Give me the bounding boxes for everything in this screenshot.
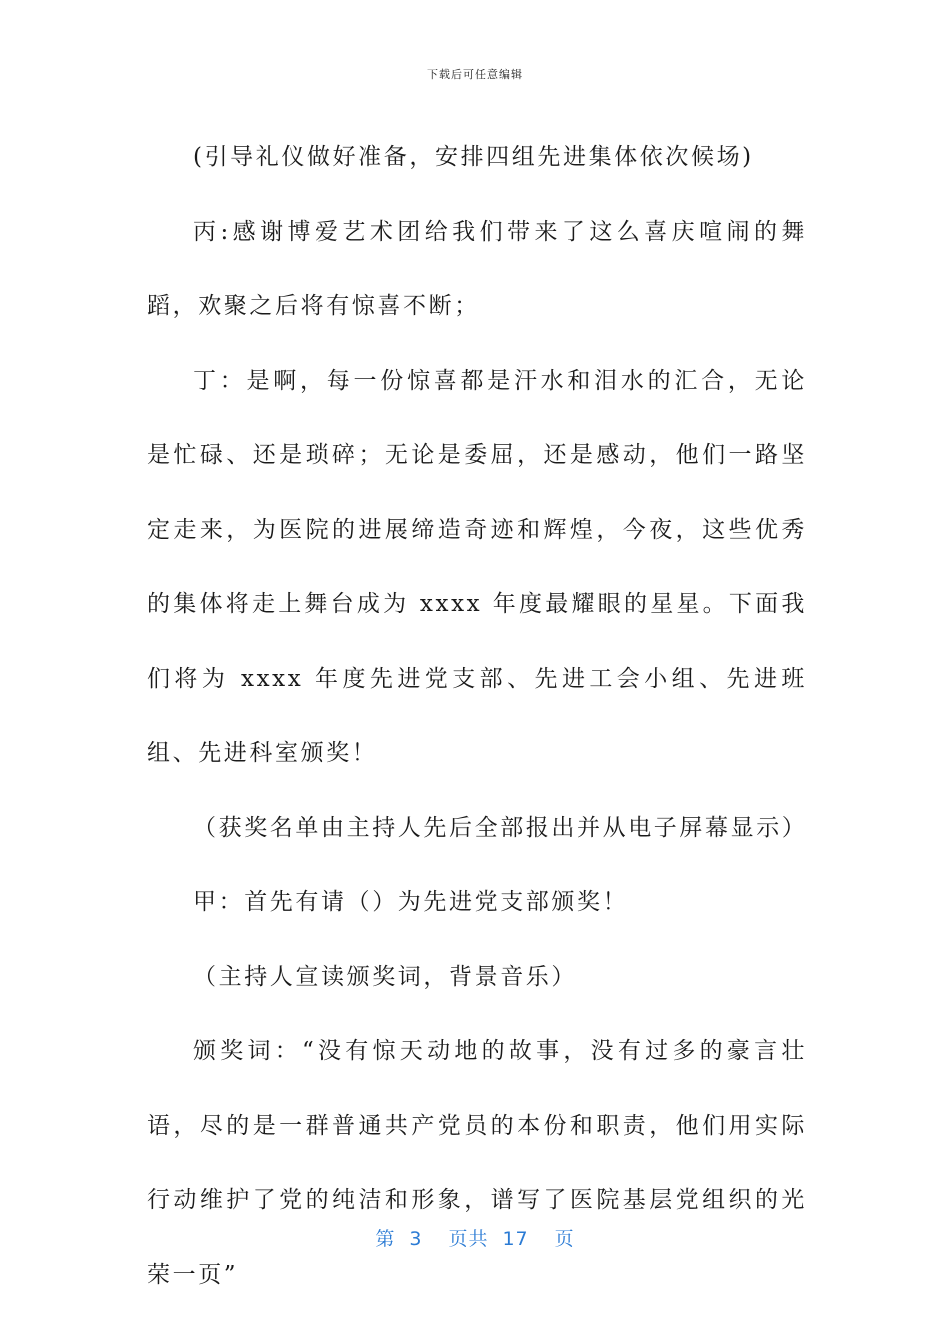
document-body [147, 120, 807, 1312]
page-current: 3 [409, 1228, 423, 1250]
page-mid: 页共 [448, 1228, 489, 1250]
paragraph-jia-line: 甲：首先有请（）为先进党支部颁奖！ [193, 889, 629, 915]
paragraph-bing-line: 丙:感谢博爱艺术团给我们带来了这么喜庆喧闹的舞蹈，欢聚之后将有惊喜不断； [147, 218, 807, 319]
page-prefix: 第 [375, 1228, 396, 1250]
page-total: 17 [502, 1228, 529, 1250]
paragraph-ding-line: 丁：是啊，每一份惊喜都是汗水和泪水的汇合，无论是忙碌、还是琐碎；无论是委屈，还是感动，他们一路坚定走来，为医院的进展缔造奇迹和辉煌，今夜，这些优秀的集体将走上舞台成为 xxxx 年度最耀眼的星星。下面我们将为 xxxx 年度先进党支部、先进工会小组、先进班组、先进科室颁奖！ [147, 367, 807, 766]
paragraph-stage-direction-2: （获奖名单由主持人先后全部报出并从电子屏幕显示） [193, 814, 808, 841]
page-header-note: 下载后可任意编辑 [427, 68, 523, 81]
paragraph-stage-direction-3: （主持人宣读颁奖词，背景音乐） [193, 963, 577, 990]
page-number-footer [0, 1224, 950, 1251]
paragraph-award-speech: 颁奖词：“没有惊天动地的故事，没有过多的豪言壮语，尽的是一群普通共产党员的本份和职责，他们用实际行动维护了党的纯洁和形象，谱写了医院基层党组织的光荣一页” [147, 1038, 807, 1288]
paragraph-stage-direction-1: (引导礼仪做好准备，安排四组先进集体依次候场) [193, 144, 754, 170]
page-suffix: 页 [554, 1228, 575, 1250]
